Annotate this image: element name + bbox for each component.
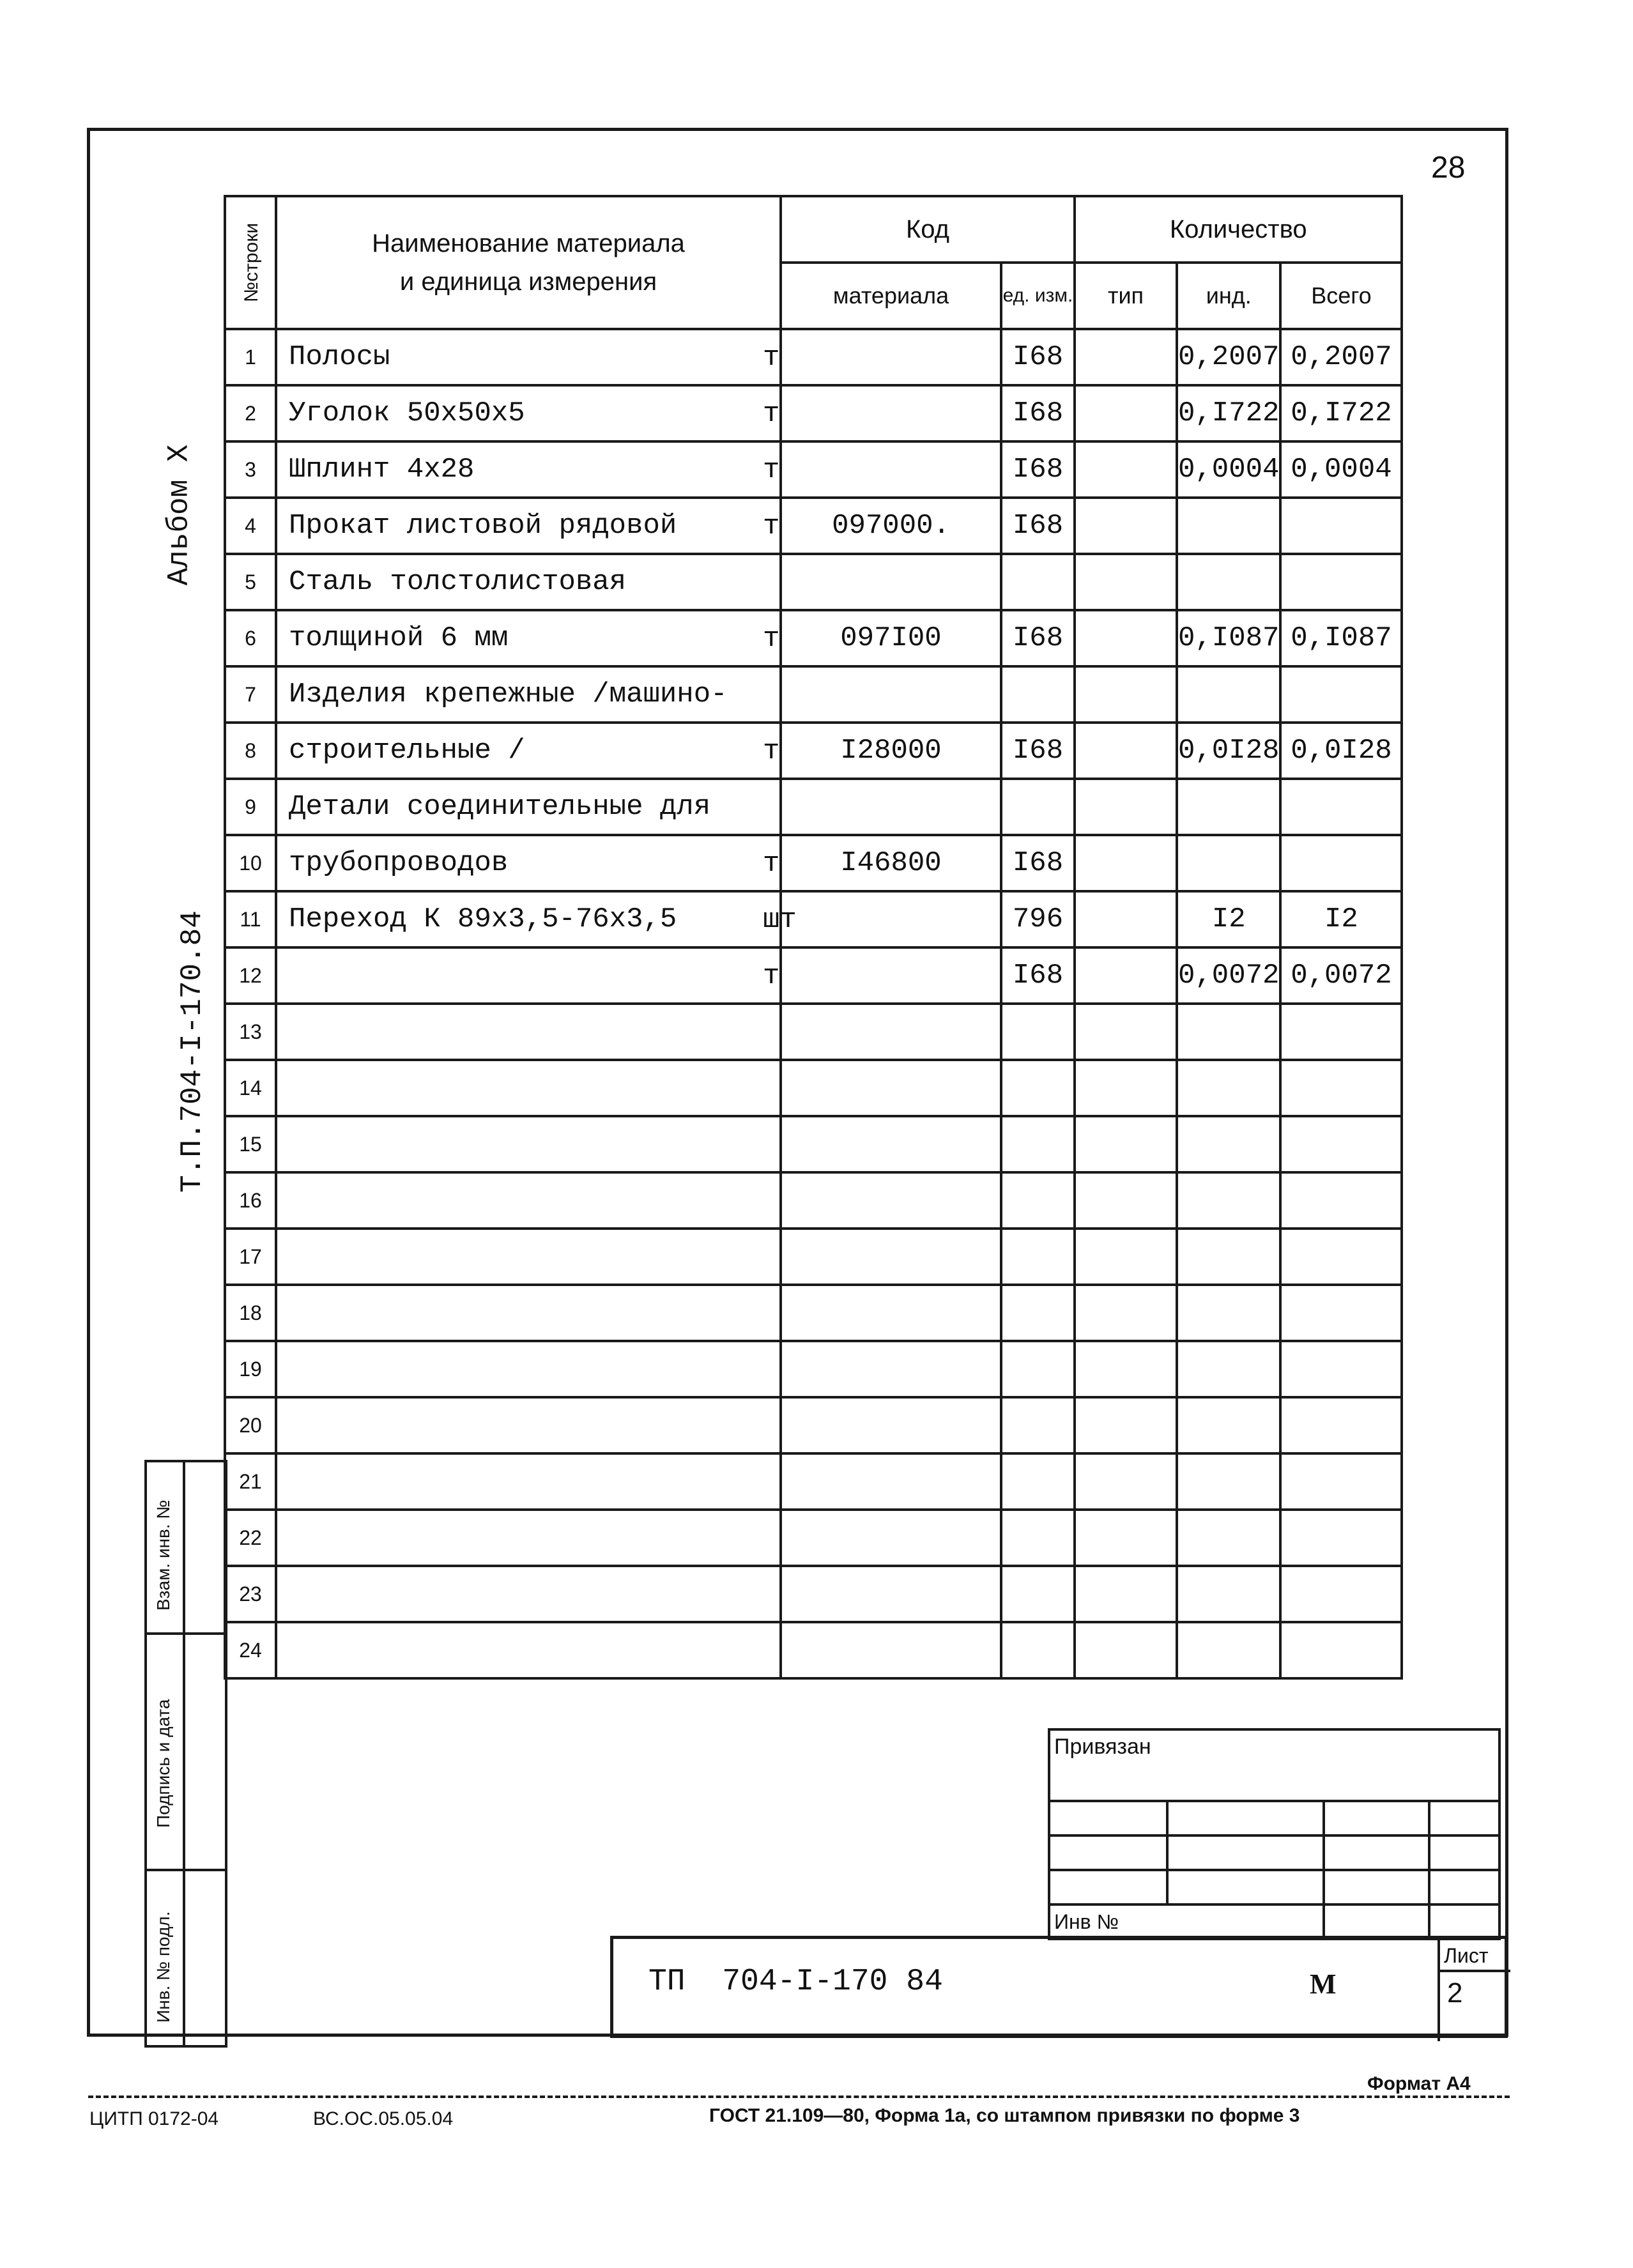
material-unit: т <box>763 848 780 880</box>
list-value: 2 <box>1447 1977 1463 2009</box>
row-number: 11 <box>225 891 276 947</box>
materials-table <box>224 195 1403 1680</box>
qty-type <box>1075 498 1177 554</box>
row-number: 23 <box>225 1566 276 1622</box>
privyazan-label: Привязан <box>1049 1729 1499 1801</box>
header-code-material: материала <box>781 263 1001 329</box>
row-number: 5 <box>225 554 276 610</box>
table-row <box>225 1510 1402 1566</box>
unit-code <box>1001 1566 1075 1622</box>
qty-total <box>1280 1004 1402 1060</box>
material-code <box>781 1622 1001 1678</box>
qty-type <box>1075 1453 1177 1510</box>
qty-type <box>1075 779 1177 835</box>
qty-total: I2 <box>1280 891 1402 947</box>
unit-code: 796 <box>1001 891 1075 947</box>
material-unit: т <box>763 960 780 992</box>
material-unit: т <box>763 342 780 374</box>
qty-ind <box>1177 1116 1280 1172</box>
row-number: 24 <box>225 1622 276 1678</box>
material-name <box>276 1172 781 1229</box>
material-code <box>781 891 1001 947</box>
header-quantity: Количество <box>1075 196 1402 263</box>
unit-code <box>1001 1060 1075 1116</box>
qty-type <box>1075 1566 1177 1622</box>
material-unit: т <box>763 510 780 542</box>
title-block-code: ТП 704-I-170 84 <box>648 1965 943 1999</box>
row-number: 17 <box>225 1229 276 1285</box>
material-name <box>276 1060 781 1116</box>
material-name <box>276 666 781 723</box>
qty-total <box>1280 1285 1402 1341</box>
qty-type <box>1075 385 1177 441</box>
qty-total <box>1280 1116 1402 1172</box>
table-row <box>225 947 1402 1004</box>
qty-type <box>1075 1060 1177 1116</box>
material-code <box>781 666 1001 723</box>
material-code <box>781 441 1001 498</box>
qty-type <box>1075 441 1177 498</box>
qty-total: 0,0I28 <box>1280 723 1402 779</box>
row-number: 16 <box>225 1172 276 1229</box>
header-code: Код <box>781 196 1075 263</box>
material-code <box>781 779 1001 835</box>
qty-type <box>1075 666 1177 723</box>
unit-code: I68 <box>1001 329 1075 385</box>
table-row <box>225 1566 1402 1622</box>
qty-type <box>1075 1229 1177 1285</box>
binding-divider <box>144 1632 227 1635</box>
qty-ind <box>1177 1341 1280 1397</box>
table-row <box>225 666 1402 723</box>
material-name <box>276 1566 781 1622</box>
qty-ind <box>1177 1172 1280 1229</box>
row-number: 9 <box>225 779 276 835</box>
material-name-text: трубопроводов <box>289 847 509 879</box>
qty-total: 0,I722 <box>1280 385 1402 441</box>
row-number: 1 <box>225 329 276 385</box>
qty-ind <box>1177 1285 1280 1341</box>
unit-code <box>1001 1341 1075 1397</box>
qty-ind <box>1177 666 1280 723</box>
qty-ind: 0,I722 <box>1177 385 1280 441</box>
material-name-text: Изделия крепежные /машино- <box>289 678 728 710</box>
qty-total <box>1280 779 1402 835</box>
row-number: 8 <box>225 723 276 779</box>
material-unit: т <box>763 623 780 655</box>
material-name <box>276 779 781 835</box>
unit-code <box>1001 1285 1075 1341</box>
qty-type <box>1075 1341 1177 1397</box>
unit-code <box>1001 1116 1075 1172</box>
row-number: 7 <box>225 666 276 723</box>
table-row <box>225 1453 1402 1510</box>
table-row <box>225 1060 1402 1116</box>
material-code <box>781 1510 1001 1566</box>
qty-type <box>1075 723 1177 779</box>
material-name <box>276 1229 781 1285</box>
unit-code <box>1001 1622 1075 1678</box>
qty-total <box>1280 1453 1402 1510</box>
material-code <box>781 1004 1001 1060</box>
qty-type <box>1075 1172 1177 1229</box>
material-code <box>781 329 1001 385</box>
row-number: 20 <box>225 1397 276 1453</box>
material-unit: т <box>763 398 780 430</box>
qty-ind <box>1177 498 1280 554</box>
qty-ind <box>1177 1566 1280 1622</box>
title-block-letter: М <box>1310 1968 1337 2000</box>
unit-code <box>1001 1510 1075 1566</box>
qty-type <box>1075 947 1177 1004</box>
material-name <box>276 1622 781 1678</box>
material-name <box>276 1341 781 1397</box>
header-name-line1: Наименование материала <box>372 229 685 257</box>
row-number: 15 <box>225 1116 276 1172</box>
qty-total <box>1280 1172 1402 1229</box>
qty-total <box>1280 1397 1402 1453</box>
qty-type <box>1075 1116 1177 1172</box>
qty-ind <box>1177 1060 1280 1116</box>
unit-code <box>1001 1004 1075 1060</box>
qty-total <box>1280 1229 1402 1285</box>
material-code: I28000 <box>781 723 1001 779</box>
table-row <box>225 1285 1402 1341</box>
material-name <box>276 947 781 1004</box>
material-code <box>781 1341 1001 1397</box>
material-code <box>781 1116 1001 1172</box>
material-code <box>781 1060 1001 1116</box>
row-number: 10 <box>225 835 276 891</box>
list-label: Лист <box>1444 1944 1489 1967</box>
row-number: 18 <box>225 1285 276 1341</box>
qty-type <box>1075 891 1177 947</box>
qty-ind: 0,I087 <box>1177 610 1280 666</box>
header-row-1 <box>225 196 1402 263</box>
unit-code: I68 <box>1001 835 1075 891</box>
material-name-text: Прокат листовой рядовой <box>289 510 677 542</box>
table-row <box>225 1397 1402 1453</box>
material-name <box>276 610 781 666</box>
header-row-no: №строки <box>225 196 276 329</box>
row-number: 3 <box>225 441 276 498</box>
header-name-line2: и единица измерения <box>399 268 657 296</box>
table-row <box>225 1004 1402 1060</box>
table-row <box>225 891 1402 947</box>
qty-ind: 0,0I28 <box>1177 723 1280 779</box>
footer-gost: ГОСТ 21.109—80, Форма 1а, со штампом привязки по форме 3 <box>709 2105 1300 2126</box>
material-code <box>781 1229 1001 1285</box>
material-name <box>276 329 781 385</box>
qty-ind <box>1177 1004 1280 1060</box>
footer-dashed-line <box>88 2096 1510 2098</box>
side-label-inv-podl: Инв. № подл. <box>153 1911 173 2023</box>
qty-type <box>1075 329 1177 385</box>
footer-code-1: ЦИТП 0172-04 <box>89 2108 219 2129</box>
list-divider-h <box>1440 1970 1510 1972</box>
material-code <box>781 1566 1001 1622</box>
material-name <box>276 498 781 554</box>
page-number: 28 <box>1431 151 1466 185</box>
row-number: 12 <box>225 947 276 1004</box>
material-name <box>276 441 781 498</box>
title-block <box>610 1936 1508 2038</box>
material-unit: т <box>763 735 780 767</box>
material-code <box>781 1285 1001 1341</box>
material-name-text: строительные / <box>289 735 525 767</box>
material-name <box>276 1510 781 1566</box>
unit-code <box>1001 1453 1075 1510</box>
qty-ind: 0,0004 <box>1177 441 1280 498</box>
qty-ind <box>1177 779 1280 835</box>
material-name-text: Шплинт 4х28 <box>289 454 475 486</box>
row-number: 21 <box>225 1453 276 1510</box>
material-name-text: Сталь толстолистовая <box>289 566 627 598</box>
material-code <box>781 1453 1001 1510</box>
unit-code <box>1001 779 1075 835</box>
qty-total: 0,0004 <box>1280 441 1402 498</box>
material-name-text: Полосы <box>289 341 390 373</box>
material-name <box>276 835 781 891</box>
list-divider <box>1438 1939 1440 2041</box>
qty-total <box>1280 498 1402 554</box>
qty-total <box>1280 1622 1402 1678</box>
header-qty-type: тип <box>1075 263 1177 329</box>
table-row <box>225 1341 1402 1397</box>
material-code <box>781 947 1001 1004</box>
material-name <box>276 554 781 610</box>
unit-code: I68 <box>1001 441 1075 498</box>
material-name <box>276 1453 781 1510</box>
qty-type <box>1075 1004 1177 1060</box>
unit-code: I68 <box>1001 723 1075 779</box>
material-name <box>276 1004 781 1060</box>
side-label-vzam: Взам. инв. № <box>153 1499 173 1611</box>
row-number: 13 <box>225 1004 276 1060</box>
unit-code <box>1001 554 1075 610</box>
table-row <box>225 1622 1402 1678</box>
unit-code <box>1001 1229 1075 1285</box>
qty-total <box>1280 1341 1402 1397</box>
material-code: 097000. <box>781 498 1001 554</box>
qty-total <box>1280 666 1402 723</box>
qty-type <box>1075 1510 1177 1566</box>
unit-code <box>1001 666 1075 723</box>
material-name <box>276 723 781 779</box>
table-row <box>225 610 1402 666</box>
qty-total: 0,2007 <box>1280 329 1402 385</box>
inv-no-label: Инв № <box>1049 1904 1324 1939</box>
qty-type <box>1075 1397 1177 1453</box>
privyazan-block <box>1048 1728 1501 1940</box>
side-label-podpis: Подпись и дата <box>153 1699 173 1828</box>
qty-total <box>1280 1510 1402 1566</box>
material-unit: т <box>763 454 780 486</box>
material-name-text: толщиной 6 мм <box>289 622 509 654</box>
qty-ind <box>1177 835 1280 891</box>
row-number: 2 <box>225 385 276 441</box>
side-document-code: Т.П.704-I-170.84 <box>175 910 209 1193</box>
material-name-text: Уголок 50х50х5 <box>289 397 525 429</box>
side-album-label: Альбом X <box>162 444 196 586</box>
binding-divider <box>144 1869 227 1871</box>
table-row <box>225 441 1402 498</box>
table-row <box>225 1229 1402 1285</box>
qty-ind: 0,0072 <box>1177 947 1280 1004</box>
qty-total <box>1280 1060 1402 1116</box>
table-row <box>225 835 1402 891</box>
material-code: I46800 <box>781 835 1001 891</box>
unit-code: I68 <box>1001 498 1075 554</box>
qty-ind <box>1177 1453 1280 1510</box>
format-label: Формат А4 <box>1367 2073 1471 2094</box>
table-row <box>225 498 1402 554</box>
qty-total <box>1280 554 1402 610</box>
header-qty-total: Всего <box>1280 263 1402 329</box>
material-code <box>781 1397 1001 1453</box>
material-name <box>276 1285 781 1341</box>
row-number: 22 <box>225 1510 276 1566</box>
material-name <box>276 1397 781 1453</box>
qty-type <box>1075 554 1177 610</box>
row-number: 4 <box>225 498 276 554</box>
material-name-text: Переход К 89х3,5-76х3,5 <box>289 903 677 935</box>
material-name <box>276 385 781 441</box>
material-code <box>781 385 1001 441</box>
material-name-text: Детали соединительные для <box>289 791 711 823</box>
material-name <box>276 1116 781 1172</box>
unit-code <box>1001 1397 1075 1453</box>
table-row <box>225 1116 1402 1172</box>
row-number: 19 <box>225 1341 276 1397</box>
qty-ind: 0,2007 <box>1177 329 1280 385</box>
qty-type <box>1075 1285 1177 1341</box>
qty-ind <box>1177 1229 1280 1285</box>
footer-code-2: ВС.ОС.05.05.04 <box>313 2108 454 2129</box>
unit-code: I68 <box>1001 385 1075 441</box>
qty-ind <box>1177 1622 1280 1678</box>
unit-code <box>1001 1172 1075 1229</box>
qty-type <box>1075 610 1177 666</box>
header-qty-ind: инд. <box>1177 263 1280 329</box>
qty-type <box>1075 1622 1177 1678</box>
material-unit: шт <box>763 904 797 936</box>
table-row <box>225 554 1402 610</box>
qty-ind: I2 <box>1177 891 1280 947</box>
qty-ind <box>1177 1397 1280 1453</box>
table-row <box>225 779 1402 835</box>
row-number: 6 <box>225 610 276 666</box>
binding-divider-vertical <box>183 1460 185 2048</box>
qty-ind <box>1177 1510 1280 1566</box>
header-code-unit: ед. изм. <box>1001 263 1075 329</box>
table-row <box>225 385 1402 441</box>
unit-code: I68 <box>1001 947 1075 1004</box>
qty-total <box>1280 835 1402 891</box>
table-row <box>225 1172 1402 1229</box>
qty-ind <box>1177 554 1280 610</box>
row-number: 14 <box>225 1060 276 1116</box>
header-name <box>276 196 781 329</box>
qty-total <box>1280 1566 1402 1622</box>
material-name <box>276 891 797 947</box>
material-code <box>781 1172 1001 1229</box>
material-code <box>781 554 1001 610</box>
qty-type <box>1075 835 1177 891</box>
qty-total: 0,I087 <box>1280 610 1402 666</box>
material-code: 097I00 <box>781 610 1001 666</box>
unit-code: I68 <box>1001 610 1075 666</box>
table-row <box>225 329 1402 385</box>
table-row <box>225 723 1402 779</box>
qty-total: 0,0072 <box>1280 947 1402 1004</box>
